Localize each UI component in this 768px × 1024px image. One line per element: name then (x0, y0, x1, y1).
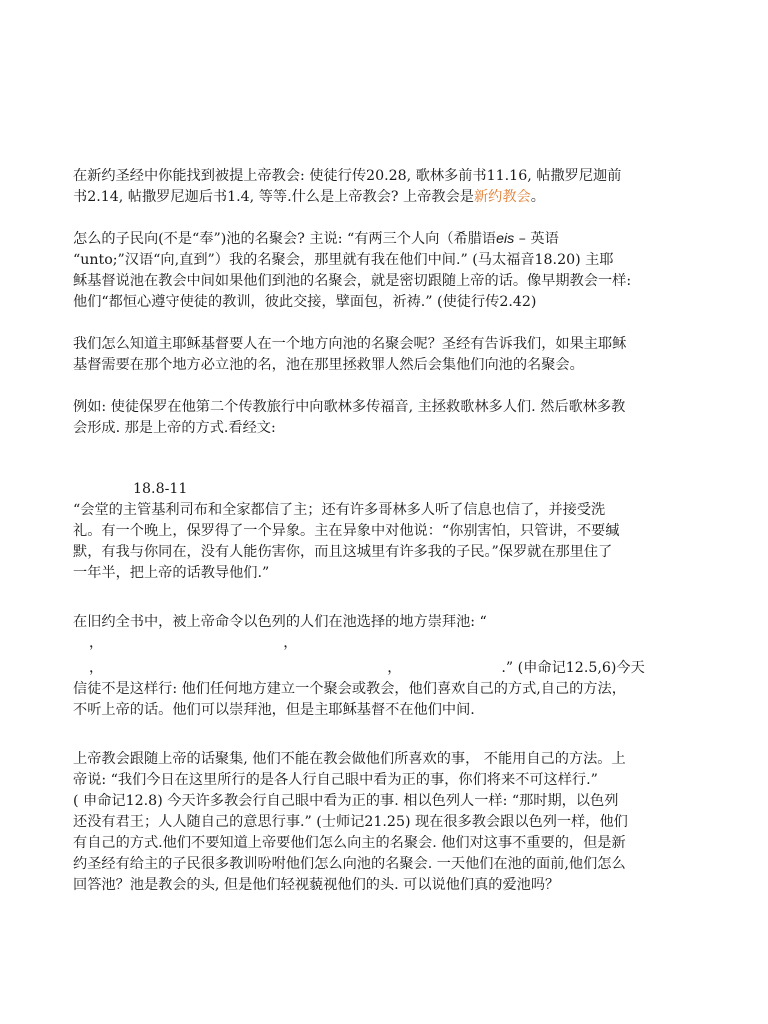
text-line: 还没有君王；人人随自己的意思行事.” (士师记21.25) 现在很多教会跟以色列一样，他们 (73, 814, 628, 830)
text-line: 不听上帝的话。他们可以崇拜池，但是主耶稣基督不在他们中间. (73, 702, 475, 718)
text-line: 在新约圣经中你能找到被提上帝教会: 使徒行传20.28, 歌林多前书11.16, 帖撒罗尼迦前 (73, 168, 622, 184)
text-segment: .” (申命记12.5,6)今天 (501, 660, 645, 676)
text-segment: 书2.14, 帖撒罗尼迦后书1.4, 等等.什么是上帝教会? 上帝教会是 (73, 189, 474, 205)
text-line: ( 申命记12.8) 今天许多教会行自己眼中看为正的事. 相以色列人一样: “那时期，以色列 (73, 793, 619, 809)
paragraph-1 (73, 166, 703, 208)
text-line: 一年半，把上帝的话教导他们.” (73, 565, 270, 581)
paragraph-6 (73, 612, 703, 721)
paragraph-3 (73, 334, 703, 376)
text-line: 回答池？池是教会的头, 但是他们轻视藐视他们的头. 可以说他们真的爱池吗？ (73, 877, 560, 893)
text-line: 礼。有一个晚上，保罗得了一个异象。主在异象中对他说：“你别害怕，只管讲，不要缄 (73, 523, 620, 539)
text-segment: ， (283, 635, 298, 651)
text-line: 基督需要在那个地方必立池的名，池在那里拯救罪人然后会集他们向池的名聚会。 (73, 357, 584, 373)
text-line (73, 187, 703, 208)
greek-word: eis (496, 231, 515, 247)
text-line: 例如: 使徒保罗在他第二个传教旅行中向歌林多传福音, 主拯救歌林多人们. 然后歌林多教 (73, 399, 626, 415)
text-line: 我们怎么知道主耶稣基督要人在一个地方向池的名聚会呢？圣经有告诉我们，如果主耶稣 (73, 336, 627, 352)
text-segment: ， (387, 660, 402, 676)
text-line (73, 658, 703, 679)
text-line (73, 229, 703, 250)
text-line: 约圣经有给主的子民很多教训吩咐他们怎么向池的名聚会. 一天他们在池的面前,他们怎么 (73, 856, 626, 872)
text-line: 信徒不是这样行: 他们任何地方建立一个聚会或教会，他们喜欢自己的方式,自己的方法， (73, 681, 626, 697)
text-line: 上帝教会跟随上帝的话聚集, 他们不能在教会做他们所喜欢的事， 不能用自己的方法。上 (73, 751, 626, 767)
paragraph-5-quote (73, 500, 703, 584)
paragraph-7 (73, 749, 703, 896)
document-body (73, 166, 703, 917)
text-segment: ， (89, 635, 104, 651)
text-segment: 。 (530, 189, 545, 205)
scripture-reference-heading: 18.8-11 (133, 481, 188, 497)
text-line: 他们“都恒心遵守使徒的教训，彼此交接，擘面包，祈祷.” (使徒行传2.42) (73, 294, 537, 310)
text-line: 有自己的方式.他们不要知道上帝要他们怎么向主的名聚会. 他们对这事不重要的，但是新 (73, 835, 626, 851)
paragraph-2 (73, 229, 703, 313)
text-line: 会形成. 那是上帝的方式.看经文: (73, 420, 276, 436)
text-line: 默，有我与你同在，没有人能伤害你，而且这城里有许多我的子民。”保罗就在那里住了 (73, 544, 613, 560)
text-segment: 怎么的子民向(不是“奉”)池的名聚会? 主说: “有两三个人向（希腊语 (73, 231, 497, 247)
new-testament-church-link[interactable]: 新约教会 (473, 189, 531, 205)
text-line: “unto;”汉语“向,直到”）我的名聚会，那里就有我在他们中间.” (马太福音18.20) 主耶 (73, 252, 614, 268)
text-line (73, 633, 703, 654)
text-line: 在旧约全书中，被上帝命令以色列的人们在池选择的地方崇拜池: “ (73, 614, 487, 630)
text-line: “会堂的主管基利司布和全家都信了主；还有许多哥林多人听了信息也信了，并接受洗 (73, 502, 606, 518)
text-segment: – 英语 (514, 231, 559, 247)
text-line: 稣基督说池在教会中间如果他们到池的名聚会，就是密切跟随上帝的话。像早期教会一样: (73, 273, 632, 289)
text-line: 帝说: “我们今日在这里所行的是各人行自己眼中看为正的事，你们将来不可这样行.” (73, 772, 598, 788)
text-segment: ， (89, 660, 104, 676)
paragraph-4 (73, 397, 703, 439)
